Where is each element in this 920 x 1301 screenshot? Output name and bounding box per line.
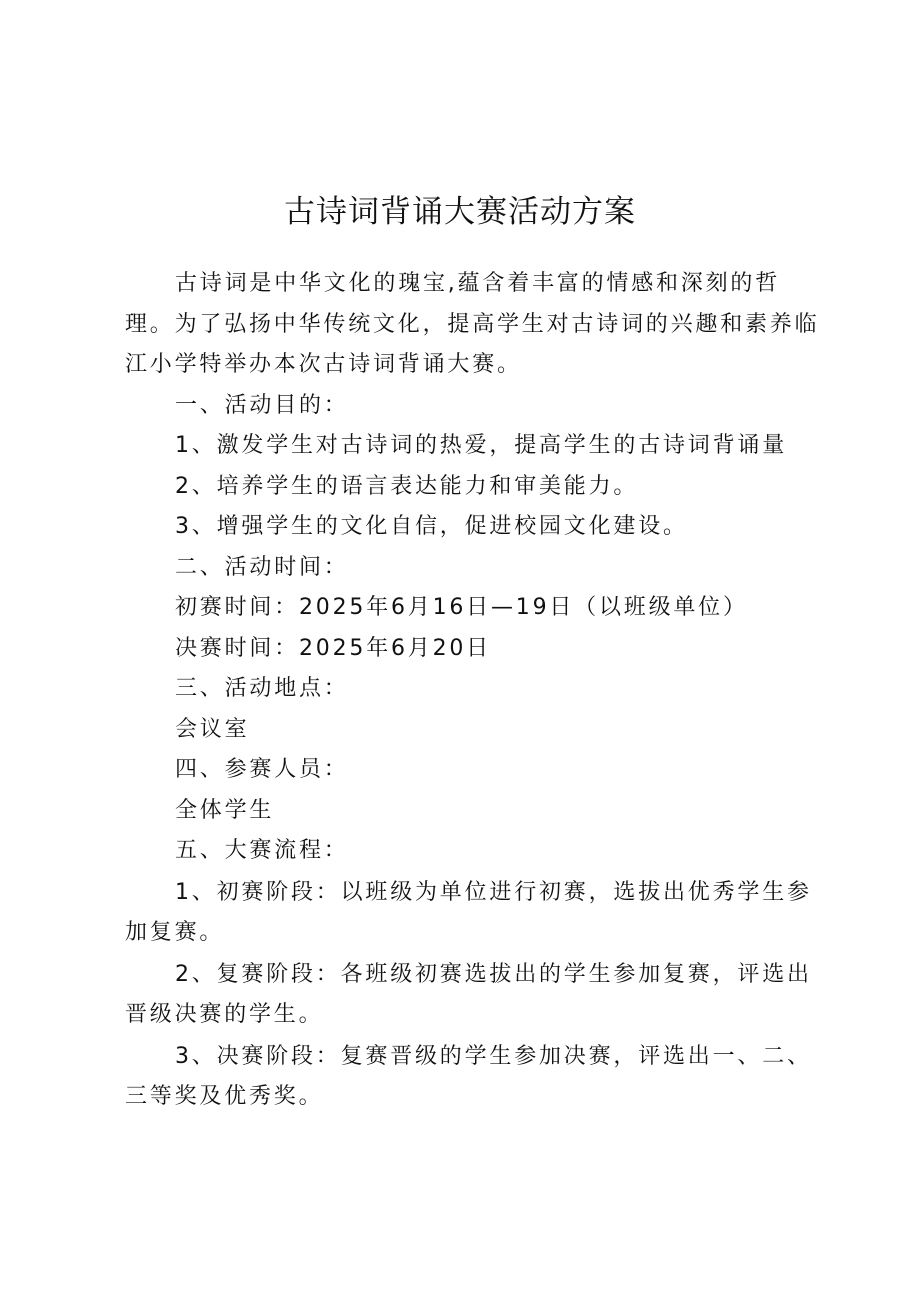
section-heading-process: 五、大赛流程： bbox=[175, 838, 349, 863]
final-time: 决赛时间：2025年6月20日 bbox=[175, 635, 491, 661]
purpose-item: 3、增强学生的文化自信，促进校园文化建设。 bbox=[175, 514, 688, 539]
purpose-item: 1、激发学生对古诗词的热爱，提高学生的古诗词背诵量 bbox=[175, 433, 787, 458]
intro-paragraph: 古诗词是中华文化的瑰宝,蕴含着丰富的情感和深刻的哲理。为了弘扬中华传统文化，提高学生对古诗词的兴趣和素养临江小学特举办本次古诗词背诵大赛。 bbox=[125, 271, 820, 377]
purpose-item: 2、培养学生的语言表达能力和审美能力。 bbox=[175, 473, 639, 499]
preliminary-time: 初赛时间：2025年6月16日—19日（以班级单位） bbox=[175, 595, 748, 620]
process-step: 2、复赛阶段：各班级初赛选拔出的学生参加复赛，评选出晋级决赛的学生。 bbox=[125, 961, 812, 1027]
document-title: 古诗词背诵大赛活动方案 bbox=[284, 194, 636, 230]
venue: 会议室 bbox=[175, 716, 250, 742]
section-heading-purpose: 一、活动目的： bbox=[175, 392, 349, 418]
document-body bbox=[125, 264, 825, 1118]
process-step: 1、初赛阶段：以班级为单位进行初赛，选拔出优秀学生参加复赛。 bbox=[125, 879, 812, 945]
section-heading-time: 二、活动时间： bbox=[175, 554, 349, 580]
process-step: 3、决赛阶段：复赛晋级的学生参加决赛，评选出一、二、三等奖及优秀奖。 bbox=[125, 1043, 812, 1109]
participants: 全体学生 bbox=[175, 797, 275, 823]
section-heading-participants: 四、参赛人员： bbox=[175, 757, 349, 782]
section-heading-place: 三、活动地点： bbox=[175, 676, 349, 701]
